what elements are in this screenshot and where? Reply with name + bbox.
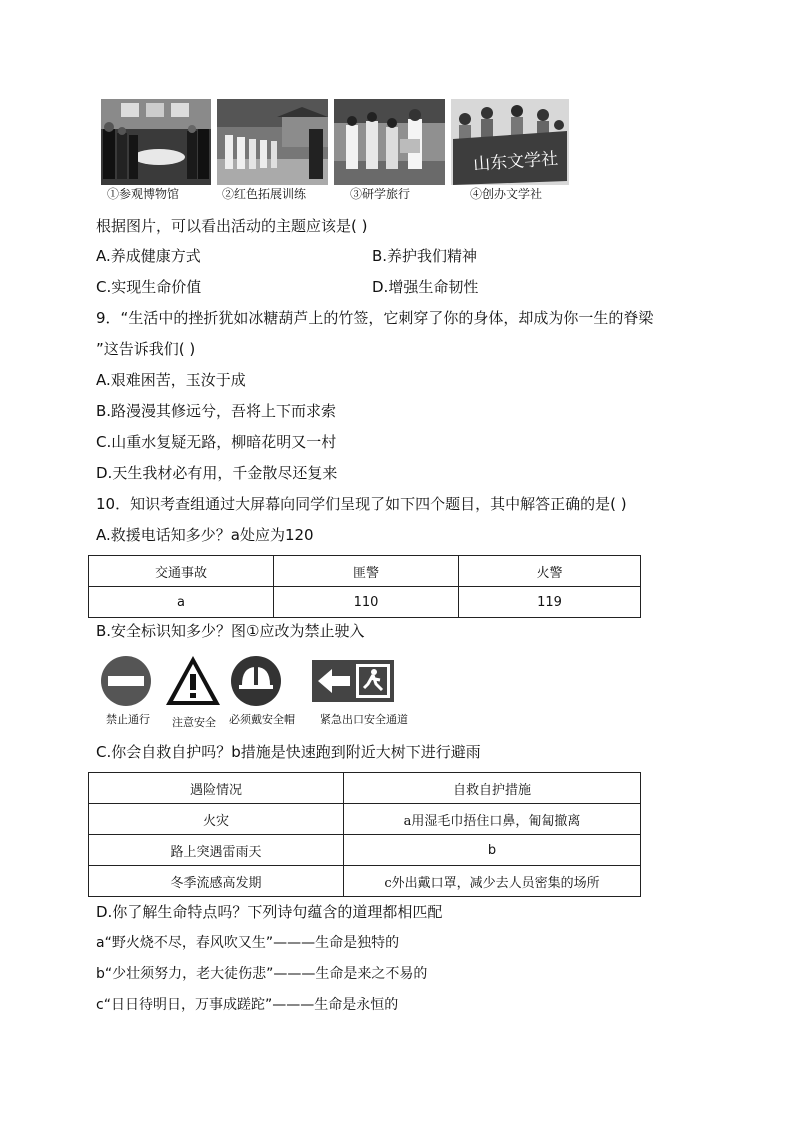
table-c-row2-situation: 路上突遇雷雨天 [89, 835, 344, 866]
no-entry-sign-icon [100, 655, 152, 711]
q8-stem: 根据图片，可以看出活动的主题应该是( ) [96, 217, 368, 235]
photo-museum-visit [101, 99, 211, 185]
table-a-cell-110: 110 [274, 587, 459, 618]
warning-triangle-icon [164, 654, 222, 712]
photo-caption-3: ③研学旅行 [350, 187, 411, 201]
q8-option-b: B.养护我们精神 [372, 247, 478, 265]
hard-hat-icon [230, 655, 282, 711]
sign-label-no-entry: 禁止通行 [106, 713, 150, 726]
sign-label-caution: 注意安全 [172, 716, 216, 729]
table-a-cell-a: a [89, 587, 274, 618]
emergency-numbers-table [88, 555, 641, 618]
table-c-row2-measure: b [344, 835, 641, 866]
q10-option-d-item-b: b“少壮须努力，老大徒伤悲”———生命是来之不易的 [96, 966, 428, 982]
q10-option-d: D.你了解生命特点吗？下列诗句蕴含的道理都相匹配 [96, 903, 443, 921]
photo-caption-1: ①参观博物馆 [107, 187, 180, 201]
q10-option-d-item-a: a“野火烧不尽，春风吹又生”———生命是独特的 [96, 935, 400, 951]
table-c-header-measures: 自救自护措施 [344, 773, 641, 804]
q10-option-d-item-c: c“日日待明日，万事成蹉跎”———生命是永恒的 [96, 997, 399, 1013]
self-rescue-table [88, 772, 641, 897]
q10-option-c: C.你会自救自护吗？b措施是快速跑到附近大树下进行避雨 [96, 743, 481, 761]
q9-stem-line1: 9．“生活中的挫折犹如冰糖葫芦上的竹签，它刺穿了你的身体，却成为你一生的脊梁 [96, 309, 654, 327]
table-c-header-situation: 遇险情况 [89, 773, 344, 804]
table-c-row3-situation: 冬季流感高发期 [89, 866, 344, 897]
table-c-row1-measure: a用湿毛巾捂住口鼻，匍匐撤离 [344, 804, 641, 835]
photo-caption-4: ④创办文学社 [470, 187, 543, 201]
q8-option-c: C.实现生命价值 [96, 278, 202, 296]
q10-option-a: A.救援电话知多少？a处应为120 [96, 526, 314, 544]
emergency-exit-icon [312, 660, 394, 706]
table-a-header-traffic: 交通事故 [89, 556, 274, 587]
table-a-cell-119: 119 [459, 587, 641, 618]
q8-option-a: A.养成健康方式 [96, 247, 201, 265]
table-c-row1-situation: 火灾 [89, 804, 344, 835]
table-a-header-police: 匪警 [274, 556, 459, 587]
q10-stem: 10．知识考查组通过大屏幕向同学们呈现了如下四个题目，其中解答正确的是( ) [96, 495, 627, 513]
table-c-row3-measure: c外出戴口罩，减少去人员密集的场所 [344, 866, 641, 897]
literature-club-banner-text: 山东文学社 [472, 149, 559, 175]
photo-study-tour [334, 99, 445, 185]
q8-option-d: D.增强生命韧性 [372, 278, 479, 296]
q10-option-b: B.安全标识知多少？图①应改为禁止驶入 [96, 622, 365, 640]
q9-option-d: D.天生我材必有用，千金散尽还复来 [96, 464, 338, 482]
q9-option-a: A.艰难困苦，玉汝于成 [96, 371, 246, 389]
photo-red-expansion-training [217, 99, 328, 185]
table-a-header-fire: 火警 [459, 556, 641, 587]
q9-option-c: C.山重水复疑无路，柳暗花明又一村 [96, 433, 337, 451]
sign-label-hard-hat: 必须戴安全帽 [229, 713, 295, 726]
q9-option-b: B.路漫漫其修远兮，吾将上下而求索 [96, 402, 337, 420]
photo-caption-2: ②红色拓展训练 [222, 187, 307, 201]
photo-literature-club [451, 99, 569, 185]
sign-label-emergency-exit: 紧急出口安全通道 [320, 713, 408, 726]
q9-stem-line2: ”这告诉我们( ) [96, 340, 196, 358]
